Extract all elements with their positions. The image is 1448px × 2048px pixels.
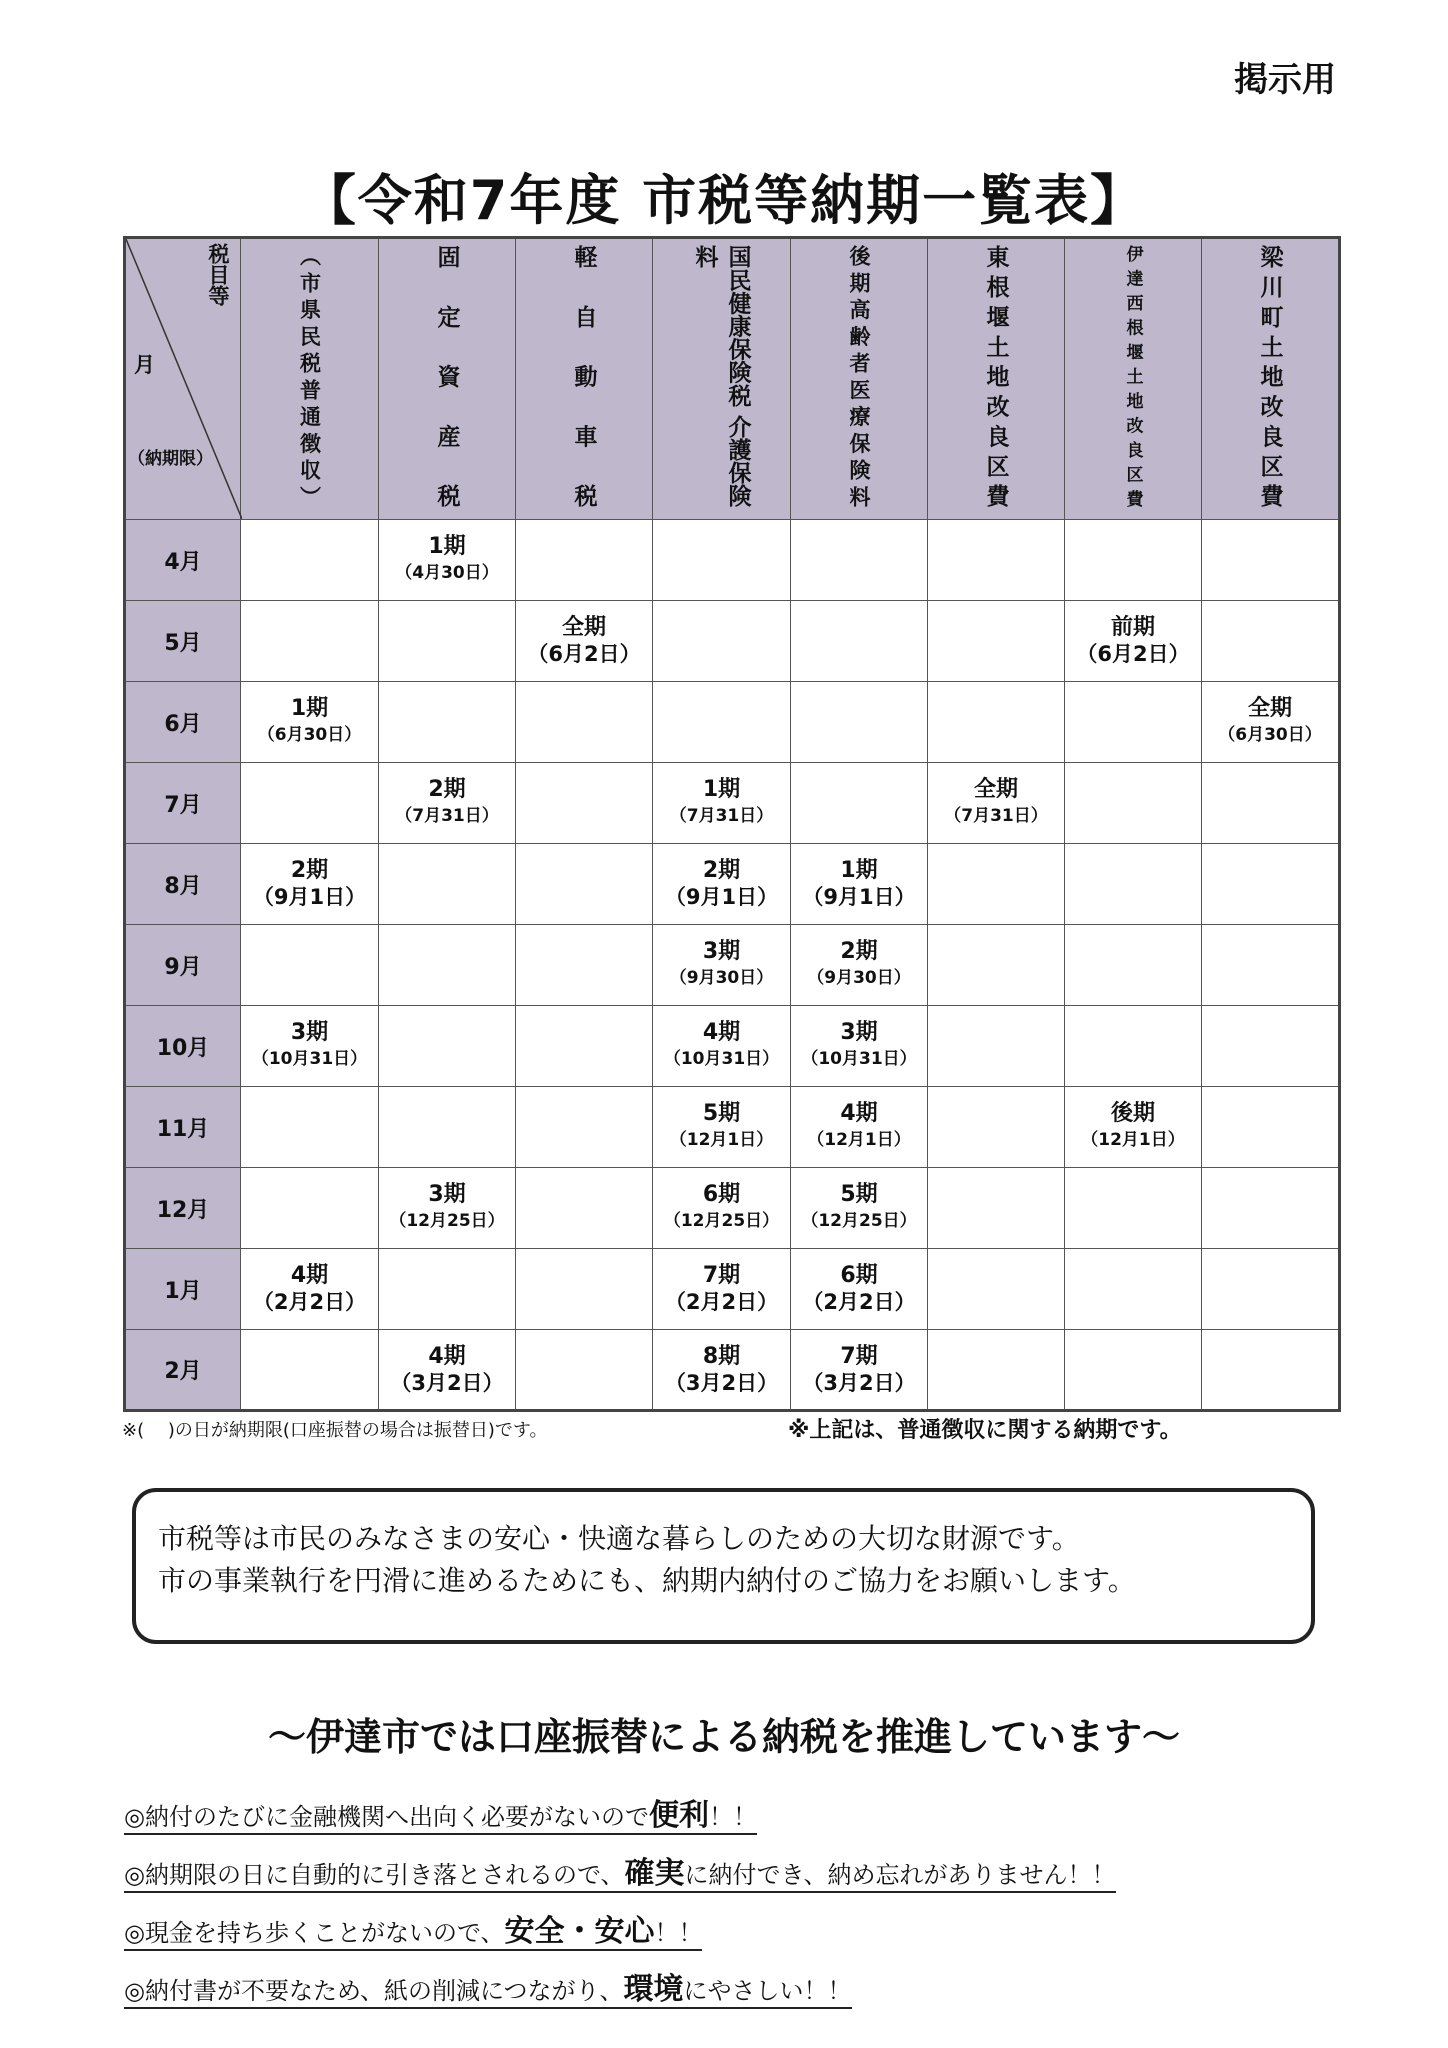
- installment-label: 全期: [1247, 696, 1292, 721]
- schedule-cell: [1202, 1249, 1340, 1330]
- schedule-cell: [1065, 1330, 1202, 1411]
- corner-tax-label: 税目等: [206, 243, 230, 306]
- installment-label: 1期: [840, 858, 878, 883]
- due-date: （9月1日）: [252, 885, 367, 909]
- due-date: （9月30日）: [807, 968, 911, 988]
- schedule-cell: [791, 1087, 928, 1168]
- due-date: （12月25日）: [663, 1211, 780, 1231]
- installment-label: 2期: [840, 939, 878, 964]
- installment-label: 1期: [290, 696, 329, 721]
- schedule-cell: [516, 1006, 653, 1087]
- schedule-cell: [516, 520, 653, 601]
- table-row: [125, 925, 1340, 1006]
- installment-label: 4期: [840, 1101, 878, 1126]
- column-header-elderly-medical-insurance: 後期高齢者医療保険料: [791, 238, 928, 520]
- schedule-cell: [653, 925, 791, 1006]
- installment-label: 5期: [702, 1101, 741, 1126]
- table-row: [125, 682, 1340, 763]
- corner-deadline-label: （納期限）: [128, 449, 213, 469]
- schedule-cell: [516, 1087, 653, 1168]
- schedule-cell: [928, 1168, 1065, 1249]
- schedule-cell: [1065, 1168, 1202, 1249]
- schedule-cell: [516, 925, 653, 1006]
- schedule-cell: [379, 601, 516, 682]
- installment-label: 6期: [702, 1182, 741, 1207]
- table-row: [125, 1330, 1340, 1411]
- schedule-cell: [653, 1330, 791, 1411]
- schedule-cell: [516, 1168, 653, 1249]
- deadline-note: ※( )の日が納期限(口座振替の場合は振替日)です。: [122, 1420, 548, 1441]
- column-header-health-insurance-tax: 国民健康保険税 介護保険料: [653, 238, 791, 520]
- header-row: [125, 238, 1340, 520]
- schedule-cell: [516, 601, 653, 682]
- table-row: [125, 844, 1340, 925]
- month-cell: 6月: [125, 682, 241, 763]
- column-header-light-vehicle-tax: 軽自動車税: [516, 238, 653, 520]
- installment-label: 5期: [840, 1182, 878, 1207]
- schedule-cell: [1202, 844, 1340, 925]
- schedule-cell: [1065, 1249, 1202, 1330]
- schedule-cell: [928, 1006, 1065, 1087]
- installment-label: 1期: [428, 534, 466, 559]
- due-date: （10月31日）: [801, 1049, 917, 1069]
- schedule-cell: [653, 1249, 791, 1330]
- month-cell: 2月: [125, 1330, 241, 1411]
- table-row: [125, 763, 1340, 844]
- corner-month-label: 月: [134, 353, 155, 377]
- due-date: （4月30日）: [395, 563, 499, 583]
- schedule-cell: [653, 601, 791, 682]
- schedule-cell: [516, 844, 653, 925]
- installment-label: 4期: [702, 1020, 741, 1045]
- due-date: （3月2日）: [390, 1370, 504, 1395]
- installment-label: 7期: [840, 1343, 878, 1369]
- schedule-cell: [1065, 844, 1202, 925]
- month-cell: 9月: [125, 925, 241, 1006]
- installment-label: 全期: [973, 777, 1018, 802]
- month-cell: 4月: [125, 520, 241, 601]
- schedule-cell: [241, 682, 379, 763]
- due-date: （2月2日）: [802, 1290, 916, 1314]
- schedule-cell: [516, 1330, 653, 1411]
- schedule-cell: [653, 520, 791, 601]
- schedule-cell: [653, 763, 791, 844]
- table-row: [125, 601, 1340, 682]
- column-header-date-nishine-land-improvement: 伊達西根堰土地改良区費: [1065, 238, 1202, 520]
- due-date: （10月31日）: [663, 1049, 780, 1069]
- schedule-cell: [791, 925, 928, 1006]
- column-header-yanagawa-land-improvement: 梁川町土地改良区費: [1202, 238, 1340, 520]
- month-cell: 12月: [125, 1168, 241, 1249]
- due-date: （9月1日）: [802, 885, 916, 909]
- installment-label: 3期: [428, 1182, 466, 1207]
- benefit-item: ◎納付のたびに金融機関へ出向く必要がないので便利！！: [124, 1798, 757, 1833]
- schedule-cell: [241, 601, 379, 682]
- schedule-cell: [791, 844, 928, 925]
- month-cell: 8月: [125, 844, 241, 925]
- schedule-cell: [1202, 601, 1340, 682]
- schedule-cell: [1202, 1087, 1340, 1168]
- due-date: （6月30日）: [1218, 725, 1322, 745]
- schedule-cell: [241, 763, 379, 844]
- due-date: （12月1日）: [1081, 1130, 1185, 1150]
- schedule-cell: [1065, 682, 1202, 763]
- schedule-cell: [1202, 682, 1340, 763]
- installment-label: 8期: [702, 1343, 741, 1369]
- installment-label: 3期: [702, 939, 741, 964]
- schedule-cell: [1202, 1006, 1340, 1087]
- schedule-cell: [1065, 1006, 1202, 1087]
- table-row: [125, 520, 1340, 601]
- schedule-cell: [379, 1330, 516, 1411]
- installment-label: 4期: [428, 1343, 466, 1369]
- due-date: （3月2日）: [664, 1370, 779, 1395]
- schedule-cell: [1202, 925, 1340, 1006]
- schedule-cell: [928, 520, 1065, 601]
- due-date: （2月2日）: [664, 1290, 779, 1314]
- installment-label: 2期: [702, 858, 741, 883]
- schedule-cell: [241, 1006, 379, 1087]
- ordinary-collection-note: ※上記は、普通徴収に関する納期です。: [788, 1418, 1182, 1443]
- due-date: （9月1日）: [664, 885, 779, 909]
- benefit-item: ◎納期限の日に自動的に引き落とされるので、確実に納付でき、納め忘れがありません！！: [124, 1856, 1116, 1891]
- month-cell: 1月: [125, 1249, 241, 1330]
- schedule-cell: [928, 925, 1065, 1006]
- tax-schedule-table: [123, 236, 1341, 1412]
- schedule-cell: [1065, 763, 1202, 844]
- schedule-cell: [791, 601, 928, 682]
- schedule-cell: [653, 1006, 791, 1087]
- installment-label: 前期: [1110, 615, 1155, 640]
- installment-label: 3期: [840, 1020, 878, 1045]
- due-date: （7月31日）: [944, 806, 1048, 826]
- schedule-cell: [1065, 1087, 1202, 1168]
- schedule-cell: [241, 1249, 379, 1330]
- table-row: [125, 1006, 1340, 1087]
- schedule-cell: [516, 1249, 653, 1330]
- due-date: （12月25日）: [389, 1211, 505, 1231]
- schedule-body: [125, 520, 1340, 1411]
- schedule-cell: [1202, 520, 1340, 601]
- column-header-municipal-tax: （市県民税普通徴収）: [241, 238, 379, 520]
- corner-header: [125, 238, 241, 520]
- page-title: 【令和7年度 市税等納期一覧表】: [301, 169, 1147, 232]
- installment-label: 1期: [702, 777, 741, 802]
- schedule-cell: [1065, 520, 1202, 601]
- schedule-cell: [791, 1006, 928, 1087]
- schedule-cell: [516, 682, 653, 763]
- schedule-cell: [928, 601, 1065, 682]
- schedule-cell: [653, 1168, 791, 1249]
- installment-label: 2期: [290, 858, 329, 883]
- schedule-cell: [241, 925, 379, 1006]
- schedule-cell: [1065, 601, 1202, 682]
- schedule-cell: [379, 1249, 516, 1330]
- schedule-cell: [379, 844, 516, 925]
- schedule-cell: [1065, 925, 1202, 1006]
- schedule-cell: [928, 1249, 1065, 1330]
- schedule-cell: [241, 1087, 379, 1168]
- due-date: （10月31日）: [251, 1049, 368, 1069]
- schedule-cell: [653, 844, 791, 925]
- message-line: 市の事業執行を円滑に進めるためにも、納期内納付のご協力をお願いします。: [158, 1564, 1136, 1597]
- due-date: （3月2日）: [802, 1370, 916, 1395]
- message-box: [132, 1488, 1315, 1644]
- schedule-cell: [928, 682, 1065, 763]
- benefits-list: [124, 1790, 1116, 2022]
- column-header-higashine-land-improvement: 東根堰土地改良区費: [928, 238, 1065, 520]
- due-date: （6月2日）: [527, 642, 641, 666]
- schedule-cell: [379, 682, 516, 763]
- due-date: （2月2日）: [252, 1290, 367, 1314]
- due-date: （7月31日）: [669, 806, 774, 826]
- campaign-heading: ～伊達市では口座振替による納税を推進しています～: [267, 1715, 1180, 1759]
- schedule-cell: [1202, 763, 1340, 844]
- schedule-cell: [241, 1330, 379, 1411]
- installment-label: 4期: [290, 1263, 329, 1288]
- schedule-cell: [241, 844, 379, 925]
- schedule-cell: [379, 520, 516, 601]
- due-date: （9月30日）: [669, 968, 774, 988]
- schedule-cell: [653, 682, 791, 763]
- schedule-cell: [928, 1087, 1065, 1168]
- installment-label: 6期: [840, 1263, 878, 1288]
- due-date: （12月25日）: [801, 1211, 917, 1231]
- schedule-cell: [379, 1006, 516, 1087]
- due-date: （6月30日）: [257, 725, 362, 745]
- installment-label: 3期: [290, 1020, 329, 1045]
- posting-label: 掲示用: [1234, 60, 1336, 100]
- schedule-cell: [791, 520, 928, 601]
- month-cell: 10月: [125, 1006, 241, 1087]
- benefit-item: ◎現金を持ち歩くことがないので、安全・安心！！: [124, 1914, 703, 1949]
- due-date: （12月1日）: [669, 1130, 774, 1150]
- installment-label: 2期: [428, 777, 466, 802]
- table-row: [125, 1168, 1340, 1249]
- installment-label: 後期: [1110, 1101, 1155, 1126]
- schedule-cell: [928, 763, 1065, 844]
- table-row: [125, 1087, 1340, 1168]
- column-header-property-tax: 固定資産税: [379, 238, 516, 520]
- schedule-cell: [379, 1168, 516, 1249]
- schedule-cell: [928, 844, 1065, 925]
- schedule-cell: [516, 763, 653, 844]
- schedule-cell: [791, 1249, 928, 1330]
- schedule-cell: [241, 1168, 379, 1249]
- month-cell: 7月: [125, 763, 241, 844]
- schedule-cell: [1202, 1330, 1340, 1411]
- schedule-cell: [1202, 1168, 1340, 1249]
- schedule-cell: [791, 763, 928, 844]
- installment-label: 7期: [702, 1263, 741, 1288]
- table-row: [125, 1249, 1340, 1330]
- due-date: （7月31日）: [395, 806, 499, 826]
- schedule-cell: [241, 520, 379, 601]
- schedule-cell: [791, 1330, 928, 1411]
- schedule-cell: [379, 1087, 516, 1168]
- schedule-cell: [653, 1087, 791, 1168]
- schedule-cell: [791, 682, 928, 763]
- schedule-cell: [791, 1168, 928, 1249]
- month-cell: 5月: [125, 601, 241, 682]
- month-cell: 11月: [125, 1087, 241, 1168]
- due-date: （12月1日）: [807, 1130, 911, 1150]
- schedule-cell: [379, 925, 516, 1006]
- installment-label: 全期: [561, 615, 606, 640]
- message-line: 市税等は市民のみなさまの安心・快適な暮らしのための大切な財源です。: [158, 1522, 1080, 1555]
- due-date: （6月2日）: [1076, 642, 1190, 666]
- schedule-cell: [928, 1330, 1065, 1411]
- benefit-item: ◎納付書が不要なため、紙の削減につながり、環境にやさしい！！: [124, 1972, 852, 2007]
- schedule-cell: [379, 763, 516, 844]
